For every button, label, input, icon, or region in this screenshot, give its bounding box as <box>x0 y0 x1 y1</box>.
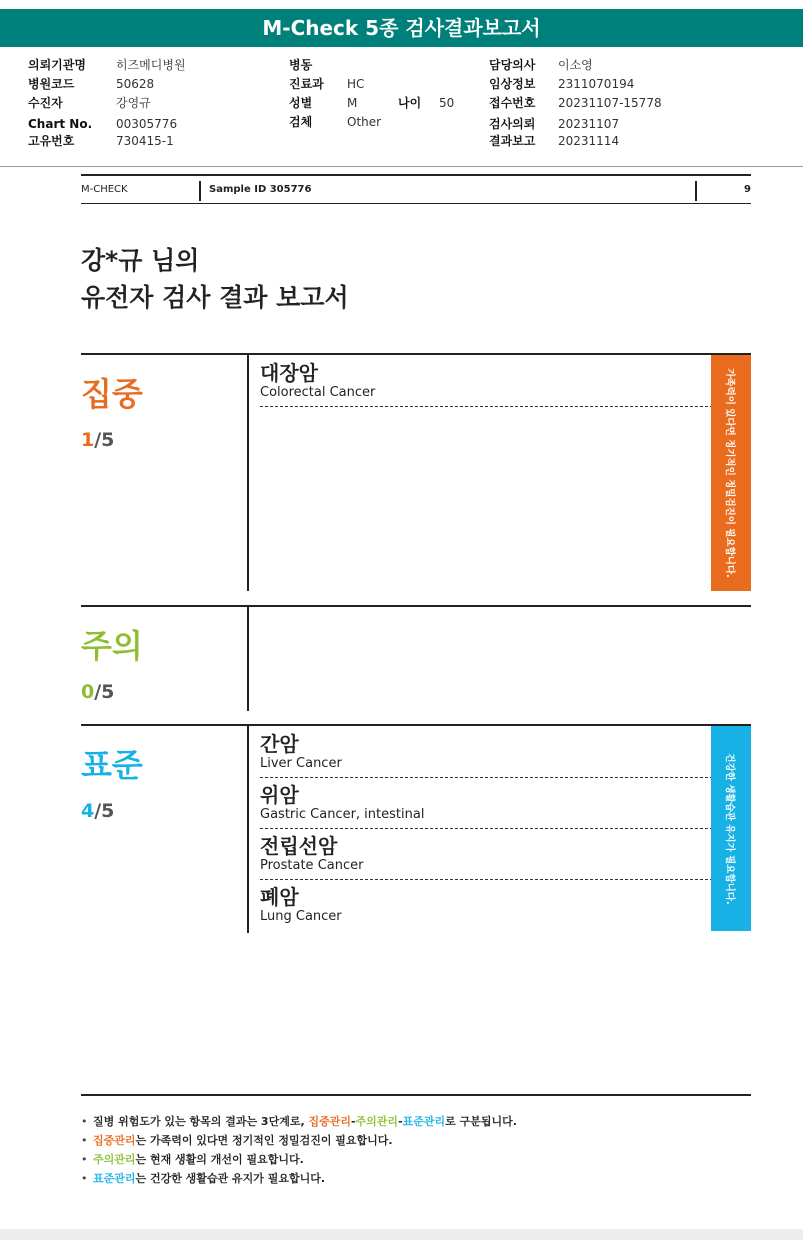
info-value-age: 50 <box>439 96 455 110</box>
info-value: 강영규 <box>116 96 151 110</box>
section-caution <box>81 605 751 709</box>
info-value: 730415-1 <box>116 134 174 148</box>
info-label: 담당의사 <box>489 58 536 72</box>
standard-advice-bar <box>711 726 751 931</box>
disease-name-ko: 위암 <box>260 783 299 807</box>
info-value: 50628 <box>116 77 155 91</box>
patient-info-panel <box>0 55 803 167</box>
bullet-icon: • <box>81 1115 88 1128</box>
info-label: 검체 <box>289 115 313 129</box>
disease-name-en: Gastric Cancer, intestinal <box>260 807 425 822</box>
disease-item <box>260 361 718 407</box>
info-label: 결과보고 <box>489 134 536 148</box>
divider <box>199 181 201 201</box>
info-label: 병동 <box>289 58 313 72</box>
info-label: 진료과 <box>289 77 324 91</box>
info-value: 20231107 <box>558 117 620 131</box>
disease-name-ko: 대장암 <box>260 361 318 385</box>
info-value: 히즈메디병원 <box>116 58 186 72</box>
section-divider <box>247 607 249 711</box>
bullet-icon: • <box>81 1172 88 1185</box>
info-value: 2311070194 <box>558 77 635 91</box>
category-count-caution: 0/5 <box>81 681 115 703</box>
disease-item <box>260 885 718 931</box>
info-label: 고유번호 <box>28 134 75 148</box>
info-value: 00305776 <box>116 117 178 131</box>
note-4: • 표준관리는 건강한 생활습관 유지가 필요합니다. <box>81 1169 751 1188</box>
category-count-standard: 4/5 <box>81 800 115 822</box>
info-value: 20231114 <box>558 134 620 148</box>
bullet-icon: • <box>81 1153 88 1166</box>
disease-name-en: Colorectal Cancer <box>260 385 376 400</box>
category-count-focus: 1/5 <box>81 429 115 451</box>
section-divider <box>247 355 249 591</box>
page-title-line1: 강*규 님의 <box>81 246 200 275</box>
disease-name-en: Lung Cancer <box>260 909 342 924</box>
info-value: 이소영 <box>558 58 593 72</box>
disease-item <box>260 834 718 880</box>
info-value: M <box>347 96 358 110</box>
category-name-caution: 주의 <box>81 627 143 665</box>
product-name: M-CHECK <box>81 184 128 195</box>
bullet-icon: • <box>81 1134 88 1147</box>
report-title-bar: M-Check 5종 검사결과보고서 <box>0 9 803 47</box>
info-label: 수진자 <box>28 96 63 110</box>
disease-name-ko: 전립선암 <box>260 834 338 858</box>
info-label: 임상정보 <box>489 77 536 91</box>
section-standard <box>81 724 751 931</box>
page-number: 9 <box>744 184 751 195</box>
info-label: 접수번호 <box>489 96 536 110</box>
category-name-standard: 표준 <box>81 746 143 784</box>
note-3: • 주의관리는 현재 생활의 개선이 필요합니다. <box>81 1150 751 1169</box>
page-title-line2: 유전자 검사 결과 보고서 <box>81 283 349 312</box>
standard-advice-text: 건강한 생활습관 유지가 필요합니다. <box>724 752 735 905</box>
info-value: HC <box>347 77 365 91</box>
disease-item <box>260 783 718 829</box>
note-2: • 집중관리는 가족력이 있다면 정기적인 정밀검진이 필요합니다. <box>81 1131 751 1150</box>
info-value: Other <box>347 115 382 129</box>
disease-name-ko: 간암 <box>260 732 299 756</box>
focus-advice-bar <box>711 355 751 591</box>
note-1: • 질병 위험도가 있는 항목의 결과는 3단계로, 집중관리-주의관리-표준관리로 구분됩니다. <box>81 1112 751 1131</box>
disease-name-en: Prostate Cancer <box>260 858 364 873</box>
page-title <box>81 242 349 316</box>
divider <box>695 181 697 201</box>
document-header <box>81 174 751 204</box>
info-label: 의뢰기관명 <box>28 58 86 72</box>
info-value: 20231107-15778 <box>558 96 662 110</box>
page-bottom-strip <box>0 1229 803 1240</box>
footer-notes <box>81 1094 751 1188</box>
disease-item <box>260 732 718 778</box>
info-label: 병원코드 <box>28 77 75 91</box>
disease-name-en: Liver Cancer <box>260 756 342 771</box>
info-label: 성별 <box>289 96 313 110</box>
category-name-focus: 집중 <box>81 375 143 413</box>
info-label-age: 나이 <box>398 96 422 110</box>
section-focus <box>81 353 751 591</box>
sample-id: Sample ID 305776 <box>209 184 312 195</box>
disease-name-ko: 폐암 <box>260 885 299 909</box>
info-label: 검사의뢰 <box>489 117 536 131</box>
info-label: Chart No. <box>28 117 93 131</box>
focus-advice-text: 가족력이 있다면 정기적인 정밀검진이 필요합니다. <box>724 368 735 578</box>
section-divider <box>247 726 249 933</box>
